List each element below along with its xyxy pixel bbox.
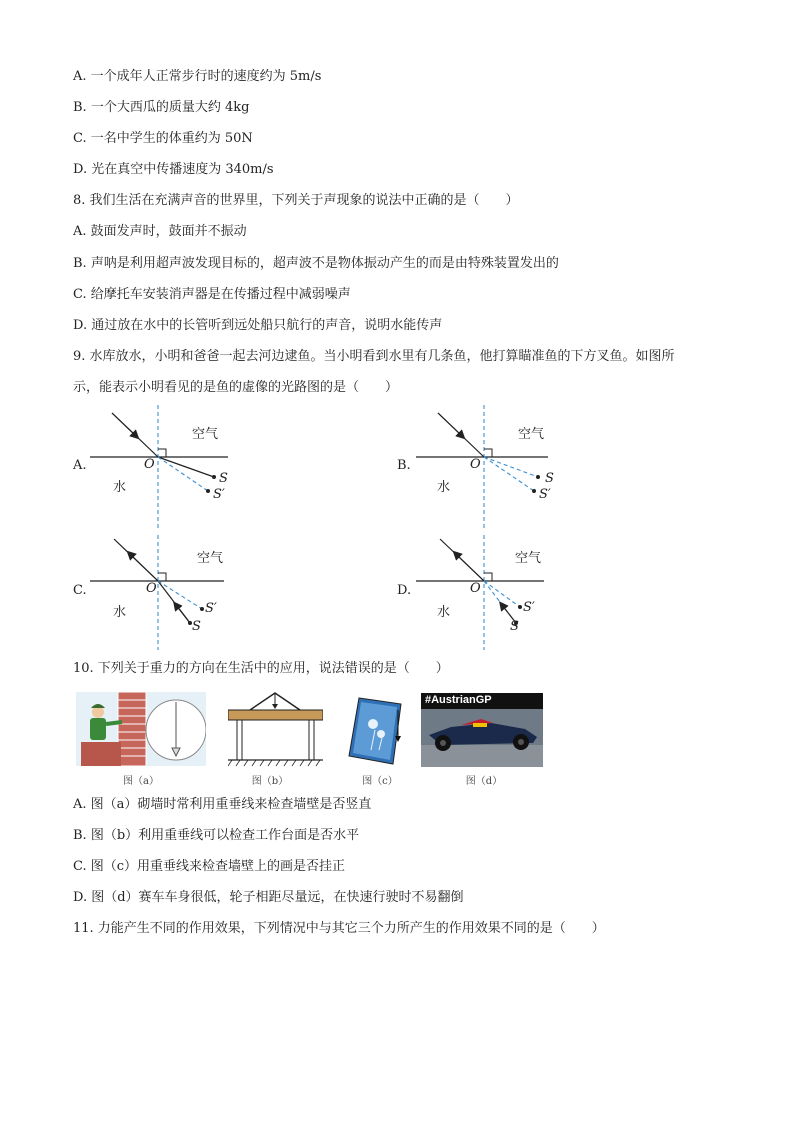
q9-diagram-d-o-label: O [470,581,481,596]
q9-diagram-c-air-label: 空气 [197,551,224,566]
q10-stem: 10. 下列关于重力的方向在生活中的应用，说法错误的是（ ） [73,661,449,676]
q9-stem-line2: 示，能表示小明看见的是鱼的虚像的光路图的是（ ） [73,380,399,395]
q9-diagram-b-s-prime-label: S′ [539,487,551,502]
q7-option-d: D. 光在真空中传播速度为 340m/s [73,162,274,177]
q9-diagram-d-s-label: S [510,619,519,634]
q10-image-c [345,694,405,766]
q7-option-c: C. 一名中学生的体重约为 50N [73,131,253,146]
q8-option-b: B. 声呐是利用超声波发现目标的，超声波不是物体振动产生的而是由特殊装置发出的 [73,256,559,271]
q10-caption-c: 图（c） [362,776,398,787]
q9-diagram-c-o-label: O [146,581,157,596]
q9-diagram-a-s-prime-label: S′ [213,487,225,502]
q10-image-b [228,690,323,768]
q9-diagram-a-s-label: S [219,471,228,486]
q10-image-d-banner-text: #AustrianGP [425,694,492,706]
q9-diagram-a-o-label: O [144,457,155,472]
q10-image-d [421,693,543,767]
q9-diagram-c-water-label: 水 [113,605,127,620]
q9-diagram-b-air-label: 空气 [518,427,545,442]
q8-option-a: A. 鼓面发声时，鼓面并不振动 [73,224,247,239]
q10-caption-b: 图（b） [251,776,289,787]
q10-image-a [76,692,206,766]
q10-caption-a: 图（a） [123,776,159,787]
q9-diagram-d-s-prime-label: S′ [523,600,535,615]
q8-option-c: C. 给摩托车安装消声器是在传播过程中减弱噪声 [73,287,351,302]
q9-diagram-c-s-label: S [192,619,201,634]
q10-option-c: C. 图（c）用重垂线来检查墙壁上的画是否挂正 [73,859,346,874]
q10-caption-d: 图（d） [465,776,503,787]
q9-diagram-d-water-label: 水 [437,605,451,620]
q9-diagram-b-o-label: O [470,457,481,472]
q9-stem-line1: 9. 水库放水，小明和爸爸一起去河边逮鱼。当小明看到水里有几条鱼，他打算瞄准鱼的下方叉鱼。如图所 [73,349,675,364]
q10-option-d: D. 图（d）赛车车身很低，轮子相距尽量远，在快速行驶时不易翻倒 [73,890,464,905]
q8-option-d: D. 通过放在水中的长管听到远处船只航行的声音，说明水能传声 [73,318,443,333]
q10-option-b: B. 图（b）利用重垂线可以检查工作台面是否水平 [73,828,360,843]
q7-option-a: A. 一个成年人正常步行时的速度约为 5m/s [73,69,322,84]
q9-diagram-a-water-label: 水 [113,480,127,495]
q8-stem: 8. 我们生活在充满声音的世界里，下列关于声现象的说法中正确的是（ ） [73,193,519,208]
q9-diagram-c-letter: C. [73,583,87,598]
q11-stem: 11. 力能产生不同的作用效果，下列情况中与其它三个力所产生的作用效果不同的是（ ） [73,921,605,936]
q9-diagram-d-air-label: 空气 [515,551,542,566]
q9-diagram-b-letter: B. [397,458,411,473]
q9-diagram-c-s-prime-label: S′ [205,601,217,616]
q9-diagram-b-s-label: S [545,471,554,486]
q9-diagram-a-air-label: 空气 [192,427,219,442]
q9-diagram-d-letter: D. [397,583,412,598]
q9-diagram-d [416,535,566,655]
q9-diagram-b-water-label: 水 [437,480,451,495]
q10-option-a: A. 图（a）砌墙时常利用重垂线来检查墙壁是否竖直 [73,797,372,812]
q9-diagram-a-letter: A. [73,458,87,473]
q7-option-b: B. 一个大西瓜的质量大约 4kg [73,100,250,115]
